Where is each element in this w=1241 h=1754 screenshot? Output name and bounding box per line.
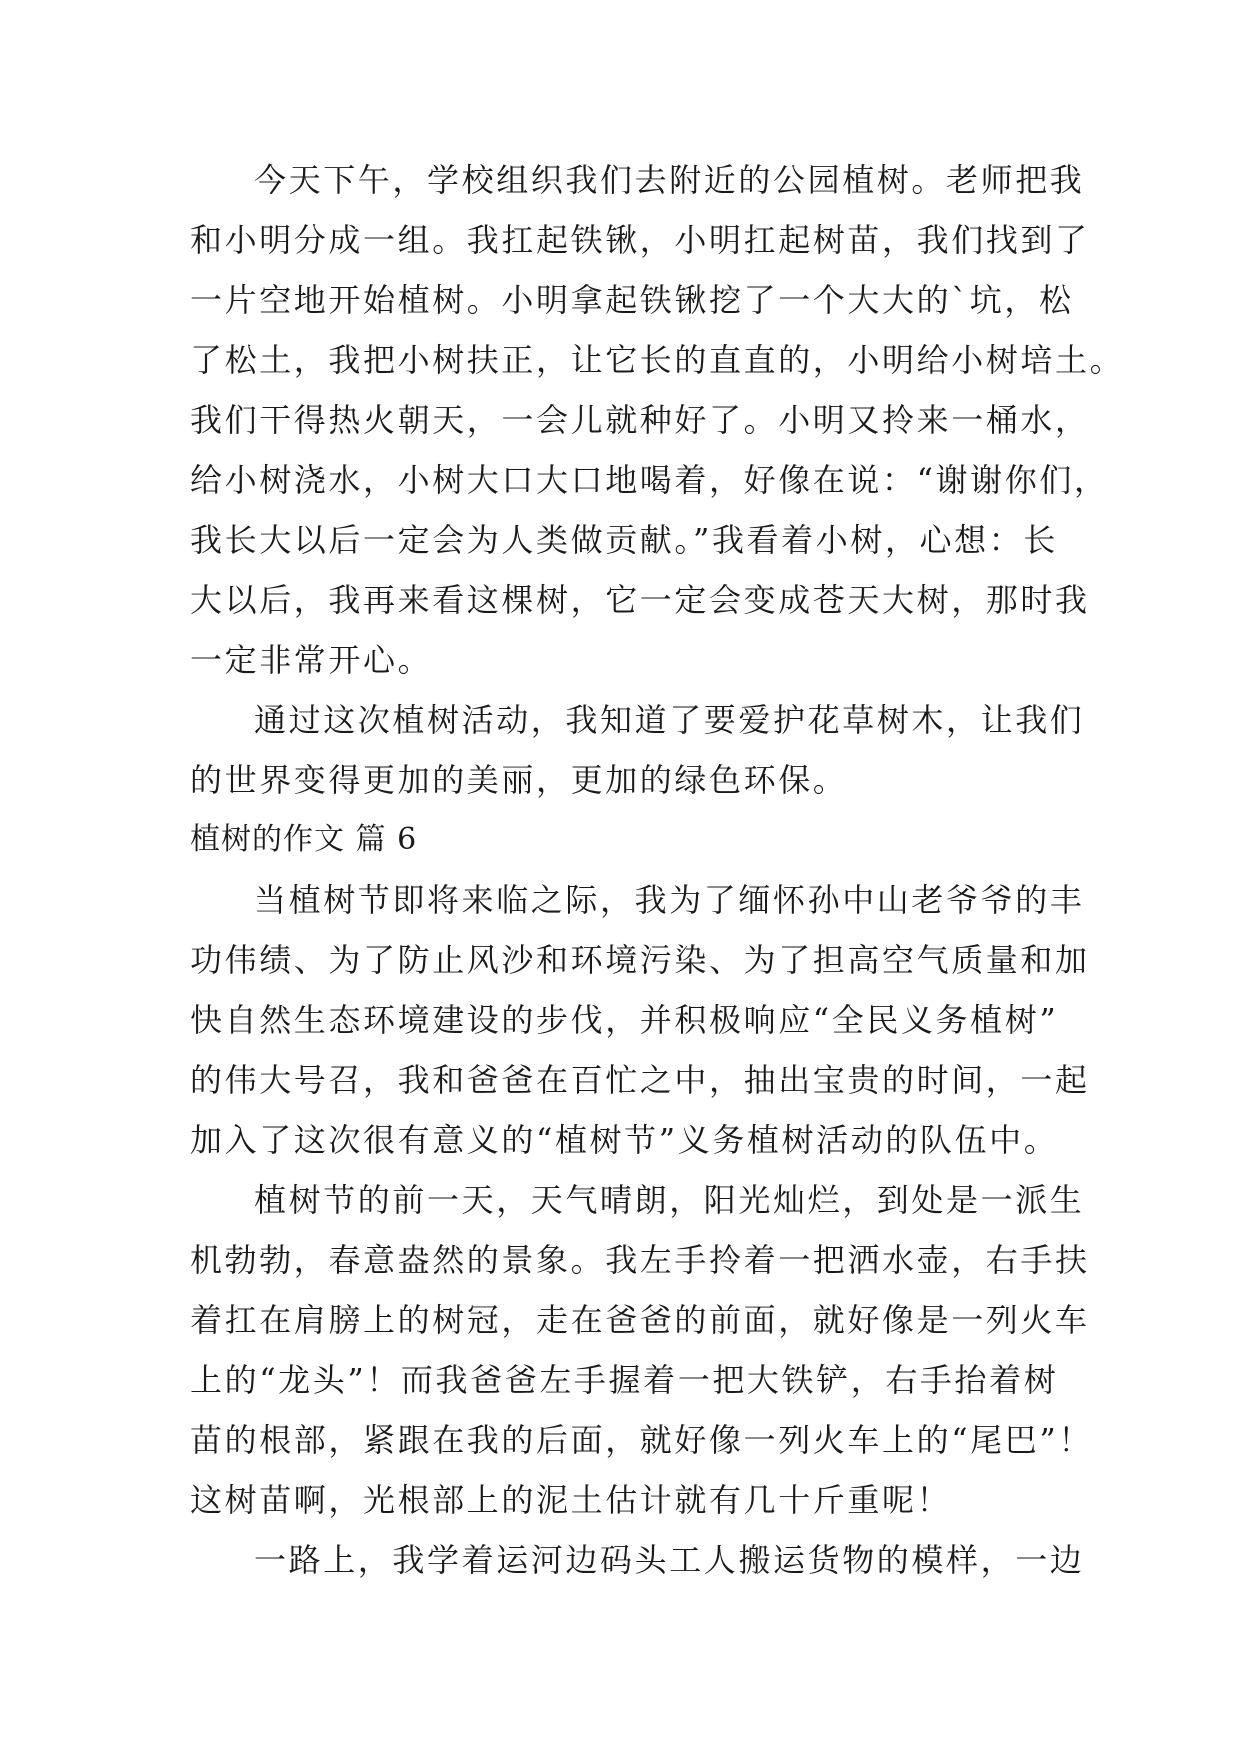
- text-line: 快自然生态环境建设的步伐，并积极响应“全民义务植树”: [190, 1001, 1059, 1039]
- text-line: 着扛在肩膀上的树冠，走在爸爸的前面，就好像是一列火车: [190, 1301, 1090, 1339]
- paragraph-1: [190, 150, 1125, 690]
- paragraph-5: [190, 1530, 1085, 1590]
- text-line: 大以后，我再来看这棵树，它一定会变成苍天大树，那时我: [190, 581, 1090, 619]
- text-line: 机勃勃，春意盎然的景象。我左手拎着一把洒水壶，右手扶: [190, 1241, 1090, 1279]
- document-body: [190, 150, 1125, 1590]
- text-line: 的世界变得更加的美丽，更加的绿色环保。: [190, 761, 848, 799]
- text-line: 我长大以后一定会为人类做贡献。”我看着小树，心想：长: [190, 521, 1058, 559]
- text-line: 了松土，我把小树扶正，让它长的直直的，小明给小树培土。: [190, 341, 1125, 379]
- text-line: 的伟大号召，我和爸爸在百忙之中，抽出宝贵的时间，一起: [190, 1061, 1090, 1099]
- paragraph-3: [190, 870, 1090, 1170]
- text-line: 功伟绩、为了防止风沙和环境污染、为了担高空气质量和加: [190, 941, 1090, 979]
- text-line: 通过这次植树活动，我知道了要爱护花草树木，让我们: [254, 701, 1085, 739]
- text-line: 一片空地开始植树。小明拿起铁锹挖了一个大大的`坑，松: [190, 281, 1074, 319]
- text-line: 当植树节即将来临之际，我为了缅怀孙中山老爷爷的丰: [254, 881, 1085, 919]
- section-heading: 植树的作文 篇 6: [190, 822, 418, 857]
- text-line: 上的“龙头”！而我爸爸左手握着一把大铁铲，右手抬着树: [190, 1361, 1059, 1399]
- text-line: 一定非常开心。: [190, 641, 433, 679]
- text-line: 和小明分成一组。我扛起铁锹，小明扛起树苗，我们找到了: [190, 221, 1090, 259]
- text-line: 今天下午，学校组织我们去附近的公园植树。老师把我: [254, 161, 1085, 199]
- paragraph-2: [190, 690, 1085, 810]
- text-line: 一路上，我学着运河边码头工人搬运货物的模样，一边: [254, 1541, 1085, 1579]
- text-line: 这树苗啊，光根部上的泥土估计就有几十斤重呢！: [190, 1481, 952, 1519]
- text-line: 加入了这次很有意义的“植树节”义务植树活动的队伍中。: [190, 1121, 1059, 1159]
- paragraph-4: [190, 1170, 1093, 1530]
- text-line: 给小树浇水，小树大口大口地喝着，好像在说：“谢谢你们，: [190, 461, 1109, 499]
- text-line: 苗的根部，紧跟在我的后面，就好像一列火车上的“尾巴”！: [190, 1421, 1093, 1459]
- text-line: 植树节的前一天，天气晴朗，阳光灿烂，到处是一派生: [254, 1181, 1085, 1219]
- text-line: 我们干得热火朝天，一会儿就种好了。小明又拎来一桶水，: [190, 401, 1090, 439]
